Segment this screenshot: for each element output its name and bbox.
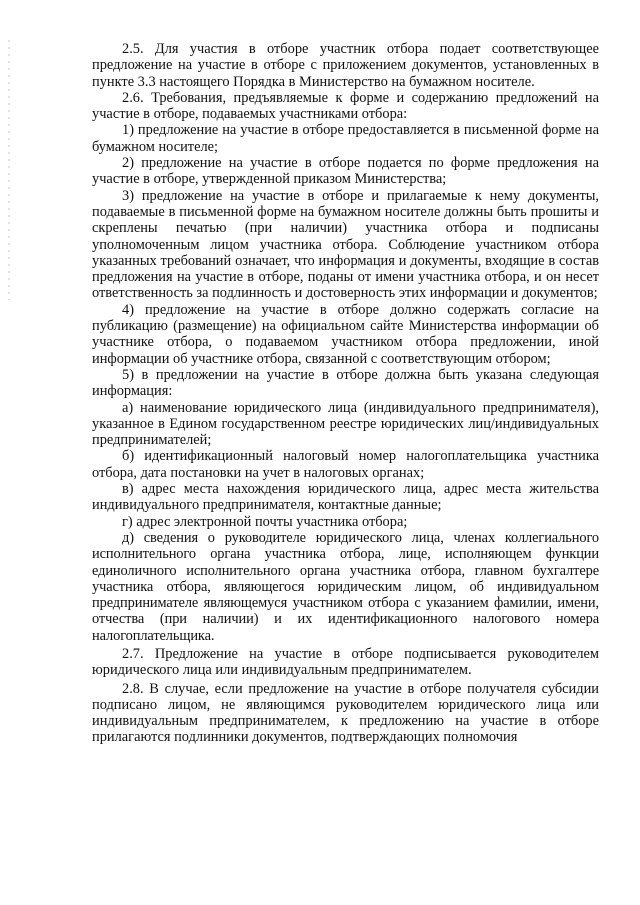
sub-item-v: в) адрес места нахождения юридического лица, адрес места жительства индивидуального предпринимателя, контактные данные;	[92, 481, 599, 514]
sub-item-g: г) адрес электронной почты участника отбора;	[122, 513, 408, 530]
sub-item-d: д) сведения о руководителе юридического лица, членах коллегиального исполнительного органа участника отбора, лице, исполняющем функции единоличного исполнительного органа участника отбора, главном бухгалтере участника отбора, являющегося юридическим лицом, об индивидуальном предпринимателе являющемуся участником отбора с указанием фамилии, имени, отчества (при наличии) и их идентификационного налогового номера налогоплательщика.	[92, 529, 599, 644]
list-item-3: 3) предложение на участие в отборе и прилагаемые к нему документы, подаваемые в письменной форме на бумажном носителе должны быть прошиты и скреплены печатью (при наличии) участника отбора и подписаны уполномоченным лицом участника отбора. Соблюдение участником отбора указанных требований означает, что информация и документы, входящие в состав предложения на участие в отборе, поданы от имени участника отбора, и он несет ответственность за подлинность и достоверность этих информации и документов;	[92, 187, 599, 302]
binding-margin-marks	[8, 40, 10, 300]
paragraph-2-8: 2.8. В случае, если предложение на участие в отборе получателя субсидии подписано лицом, не являющимся руководителем юридического лица или индивидуальным предпринимателем, к предложению на участие в отборе прилагаются подлинники документов, подтверждающих полномочия	[92, 680, 599, 746]
list-item-4: 4) предложение на участие в отборе должно содержать согласие на публикацию (размещение) на официальном сайте Министерства информации об участнике отбора, о подаваемом участником отбора предложении, иной информации об участнике отбора, связанной с соответствующим отбором;	[92, 301, 599, 367]
sub-item-a: а) наименование юридического лица (индивидуального предпринимателя), указанное в Едином государственном реестре юридических лиц/индивидуальных предпринимателей;	[92, 399, 599, 449]
list-item-5: 5) в предложении на участие в отборе должна быть указана следующая информация:	[92, 366, 599, 400]
paragraph-2-5: 2.5. Для участия в отборе участник отбора подает соответствующее предложение на участие в отборе с приложением документов, установленных в пункте 3.3 настоящего Порядка в Министерство на бумажном носителе.	[92, 41, 599, 90]
document-body	[92, 41, 599, 746]
list-item-2: 2) предложение на участие в отборе подается по форме предложения на участие в отборе, утвержденной приказом Министерства;	[92, 155, 599, 188]
list-item-1: 1) предложение на участие в отборе предоставляется в письменной форме на бумажном носителе;	[92, 122, 599, 155]
sub-item-b: б) идентификационный налоговый номер налогоплательщика участника отбора, дата постановки на учет в налоговых органах;	[92, 448, 599, 481]
paragraph-2-6: 2.6. Требования, предъявляемые к форме и содержанию предложений на участие в отборе, подаваемых участниками отбора:	[92, 89, 599, 123]
paragraph-2-7: 2.7. Предложение на участие в отборе подписывается руководителем юридического лица или индивидуальным предпринимателем.	[92, 645, 599, 679]
